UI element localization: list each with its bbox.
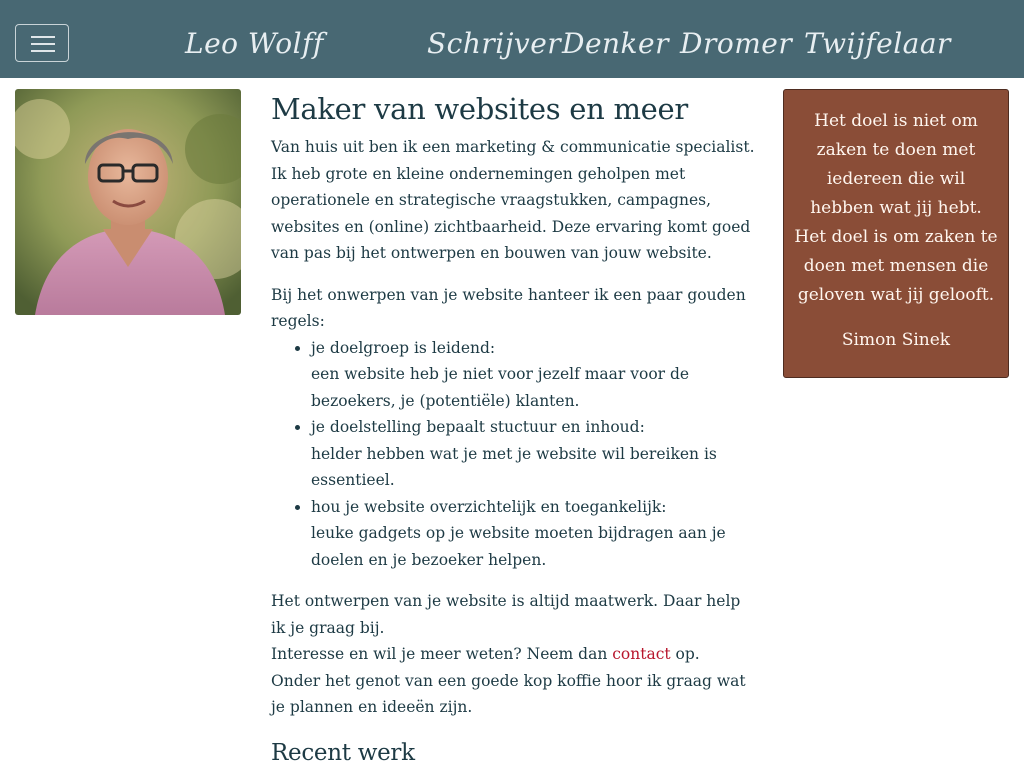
closing-line-3: Onder het genot van een goede kop koffie hoor ik graag wat je plannen en ideeën zijn.: [271, 671, 746, 716]
recent-work-heading: Recent werk: [271, 739, 415, 766]
top-navbar: [0, 0, 1024, 78]
hamburger-icon-bar: [31, 50, 55, 52]
rule-text: een website heb je niet voor jezelf maar voor de bezoekers, je (potentiële) klanten.: [311, 365, 690, 410]
rule-text: helder hebben wat je met je website wil bereiken is essentieel.: [311, 444, 717, 489]
intro-paragraph: Van huis uit ben ik een marketing & communicatie specialist. Ik heb grote en kleine ondernemingen geholpen met operationele en strategische vraagstukken, campagnes, websites en (online) zichtbaarheid. Deze ervaring komt goed van pas bij het ontwerpen en bouwen van jouw website.: [271, 138, 755, 262]
quote-text-2: Het doel is om zaken te doen met mensen die geloven wat jij gelooft.: [794, 227, 998, 305]
nav-link-twijfelaar[interactable]: Twijfelaar: [804, 27, 951, 60]
quote-box: [783, 89, 1009, 378]
hamburger-icon: [31, 36, 55, 38]
main-content: [271, 89, 759, 770]
menu-toggle-button[interactable]: [15, 24, 69, 62]
closing-line-2-pre: Interesse en wil je meer weten? Neem dan: [271, 645, 613, 663]
page-title: Maker van websites en meer: [271, 92, 688, 126]
rule-title: • je doelgroep is leidend:: [311, 338, 496, 357]
list-item: [311, 414, 759, 494]
list-item: [311, 335, 759, 415]
nav-link-denker[interactable]: Denker: [562, 27, 669, 60]
nav-link-dromer[interactable]: Dromer: [680, 27, 793, 60]
quote-text-1: Het doel is niet om zaken te doen met iedereen die wil hebben wat jij hebt.: [810, 111, 982, 218]
rule-title: • hou je website overzichtelijk en toegankelijk:: [311, 497, 667, 516]
hamburger-icon-bar: [31, 43, 55, 45]
closing-line-1: Het ontwerpen van je website is altijd maatwerk. Daar help ik je graag bij.: [271, 592, 741, 637]
closing-paragraph: [271, 588, 759, 721]
rule-title: • je doelstelling bepaalt stuctuur en inhoud:: [311, 418, 645, 436]
contact-link[interactable]: contact: [612, 645, 671, 663]
closing-line-2-post: op.: [670, 645, 700, 663]
quote-author: Simon Sinek: [841, 330, 951, 350]
golden-rules-list: [271, 335, 759, 574]
nav-link-schrijver[interactable]: Schrijver: [427, 27, 562, 60]
list-item: [311, 494, 759, 574]
rule-text: leuke gadgets op je website moeten bijdragen aan je doelen en je bezoeker helpen.: [311, 524, 726, 569]
profile-photo: [15, 89, 241, 315]
brand-link[interactable]: Leo Wolff: [185, 27, 324, 60]
portrait-image: [15, 89, 241, 315]
rules-intro: Bij het onwerpen van je website hanteer ik een paar gouden regels:: [271, 285, 746, 330]
